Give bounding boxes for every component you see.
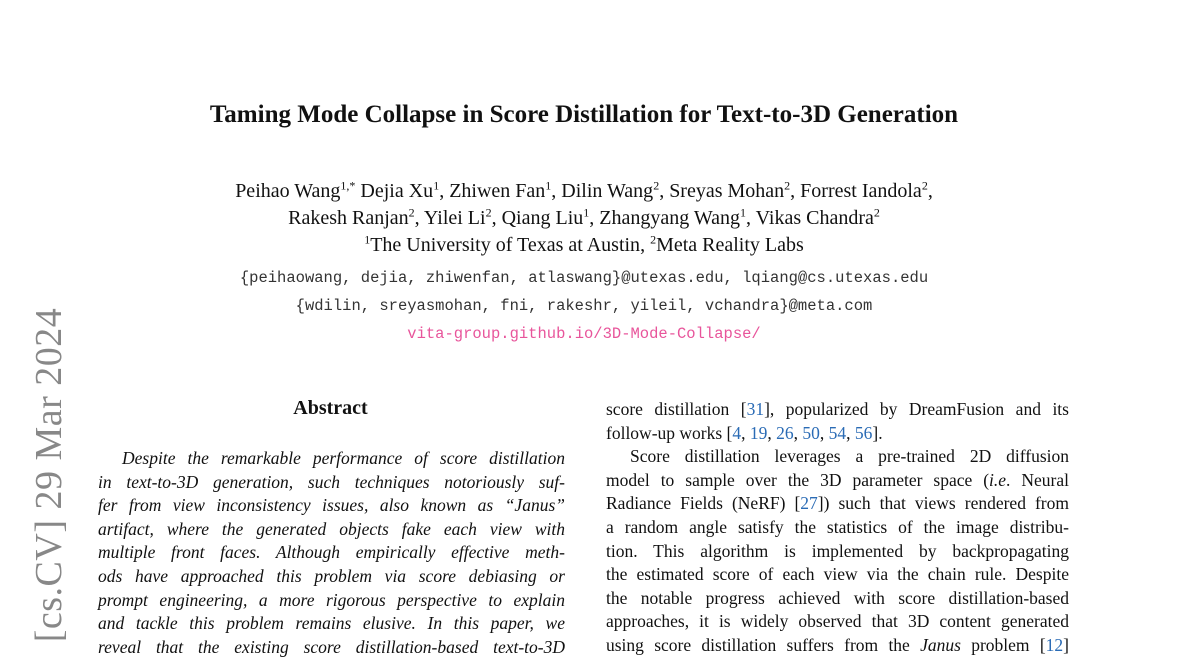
author-name: Vikas Chandra xyxy=(755,207,874,229)
intro-line: Score distillation leverages a pre-trained 2D diffusion xyxy=(630,446,1069,467)
intro-line: the estimated score of each view via the chain rule. Despite xyxy=(606,564,1069,585)
author-name: Zhiwen Fan xyxy=(449,180,546,202)
author-name: Forrest Iandola xyxy=(800,180,922,202)
author-affiliation-mark: 1,* xyxy=(340,178,356,193)
citation-link[interactable]: 27 xyxy=(800,493,818,514)
intro-line: score distillation [31], popularized by DreamFusion and its xyxy=(606,399,1069,419)
abstract-line: prompt engineering, a more rigorous perspective to explain xyxy=(98,589,565,610)
author-name: Dilin Wang xyxy=(561,180,654,202)
author-name: Qiang Liu xyxy=(501,207,584,229)
author-affiliation-mark: 2 xyxy=(485,205,492,220)
intro-line: Radiance Fields (NeRF) [27]) such that views rendered from xyxy=(606,493,1069,514)
abstract-line: in text-to-3D generation, such techniques notoriously suf- xyxy=(98,471,565,492)
author-name: Sreyas Mohan xyxy=(669,180,785,202)
author-block xyxy=(0,178,1168,259)
intro-line: model to sample over the 3D parameter space (i.e. Neural xyxy=(606,469,1069,490)
author-affiliation-mark: 2 xyxy=(921,178,928,193)
author-affiliation-mark: 1 xyxy=(583,205,590,220)
citation-link[interactable]: 31 xyxy=(746,399,765,419)
author-line-1: Peihao Wang$^{1,*}$ Dejia Xu$^1$, Zhiwen Fan$^1$, Dilin Wang$^2$, Sreyas Mohan$^2$, Forrest Iandola$^2$, xyxy=(235,178,933,202)
affiliation-name: Meta Reality Labs xyxy=(656,234,804,256)
author-affiliation-mark: 1 xyxy=(740,205,747,220)
arxiv-identifier-stamp: [cs.CV] 29 Mar 2024 xyxy=(28,307,70,643)
intro-line: follow-up works [4, 19, 26, 50, 54, 56]. xyxy=(606,422,883,443)
abstract-line: reveal that the existing score distillation-based text-to-3D xyxy=(98,636,565,657)
citation-link[interactable]: 12 xyxy=(1045,634,1064,655)
author-name: Dejia Xu xyxy=(360,180,434,202)
abstract-text xyxy=(98,447,565,659)
email-line-1: {peihaowang, dejia, zhiwenfan, atlaswang}@utexas.edu, lqiang@cs.utexas.edu xyxy=(239,269,929,287)
citation-link[interactable]: 4 xyxy=(732,422,742,443)
intro-line: the notable progress achieved with score distillation-based xyxy=(606,587,1069,608)
abstract-line: fer from view inconsistency issues, also known as “Janus” xyxy=(98,495,565,516)
author-affiliation-mark: 1 xyxy=(545,178,552,193)
citation-link[interactable]: 50 xyxy=(802,422,820,443)
author-line-2: Rakesh Ranjan$^2$, Yilei Li$^2$, Qiang Liu$^1$, Zhangyang Wang$^1$, Vikas Chandra$^2$ xyxy=(288,205,880,229)
affiliation-mark: 1 xyxy=(364,232,371,247)
author-name: Rakesh Ranjan xyxy=(288,207,409,229)
intro-line: a random angle satisfy the statistics of the image distribu- xyxy=(606,516,1069,537)
author-affiliation-mark: 2 xyxy=(873,205,880,220)
introduction-text xyxy=(606,398,1069,658)
project-page-link[interactable]: vita-group.github.io/3D-Mode-Collapse/ xyxy=(407,325,761,343)
intro-line: approaches, it is widely observed that 3D content generated xyxy=(606,611,1069,632)
author-name: Peihao Wang xyxy=(235,180,341,202)
email-line-2: {wdilin, sreyasmohan, fni, rakeshr, yileil, vchandra}@meta.com xyxy=(295,297,873,315)
abstract-line: and tackle this problem remains elusive. In this paper, we xyxy=(98,613,565,634)
citation-link[interactable]: 56 xyxy=(854,422,873,443)
author-affiliation-mark: 2 xyxy=(784,178,791,193)
citation-link[interactable]: 19 xyxy=(749,422,768,443)
author-name: Zhangyang Wang xyxy=(599,207,741,229)
contact-block xyxy=(0,264,1168,348)
affiliation-line: $^1$The University of Texas at Austin, $^2$Meta Reality Labs xyxy=(364,232,804,256)
abstract-line: multiple front faces. Although empirically effective meth- xyxy=(98,542,565,563)
author-name: Yilei Li xyxy=(423,207,486,229)
abstract-line: ods have approached this problem via score debiasing or xyxy=(98,565,565,586)
citation-link[interactable]: 54 xyxy=(828,422,847,443)
abstract-heading: Abstract xyxy=(293,397,368,419)
affiliation-mark: 2 xyxy=(650,232,657,247)
paper-title: Taming Mode Collapse in Score Distillation for Text-to-3D Generation xyxy=(209,101,959,128)
author-affiliation-mark: 2 xyxy=(408,205,415,220)
abstract-line: Despite the remarkable performance of score distillation xyxy=(122,448,565,468)
intro-line: using score distillation suffers from the Janus problem [12] xyxy=(606,634,1069,655)
citation-link[interactable]: 26 xyxy=(776,422,794,443)
intro-line: tion. This algorithm is implemented by backpropagating xyxy=(606,540,1069,561)
abstract-line: artifact, where the generated objects fake each view with xyxy=(98,518,565,539)
author-affiliation-mark: 2 xyxy=(653,178,660,193)
author-affiliation-mark: 1 xyxy=(433,178,440,193)
affiliation-name: The University of Texas at Austin xyxy=(370,234,641,256)
